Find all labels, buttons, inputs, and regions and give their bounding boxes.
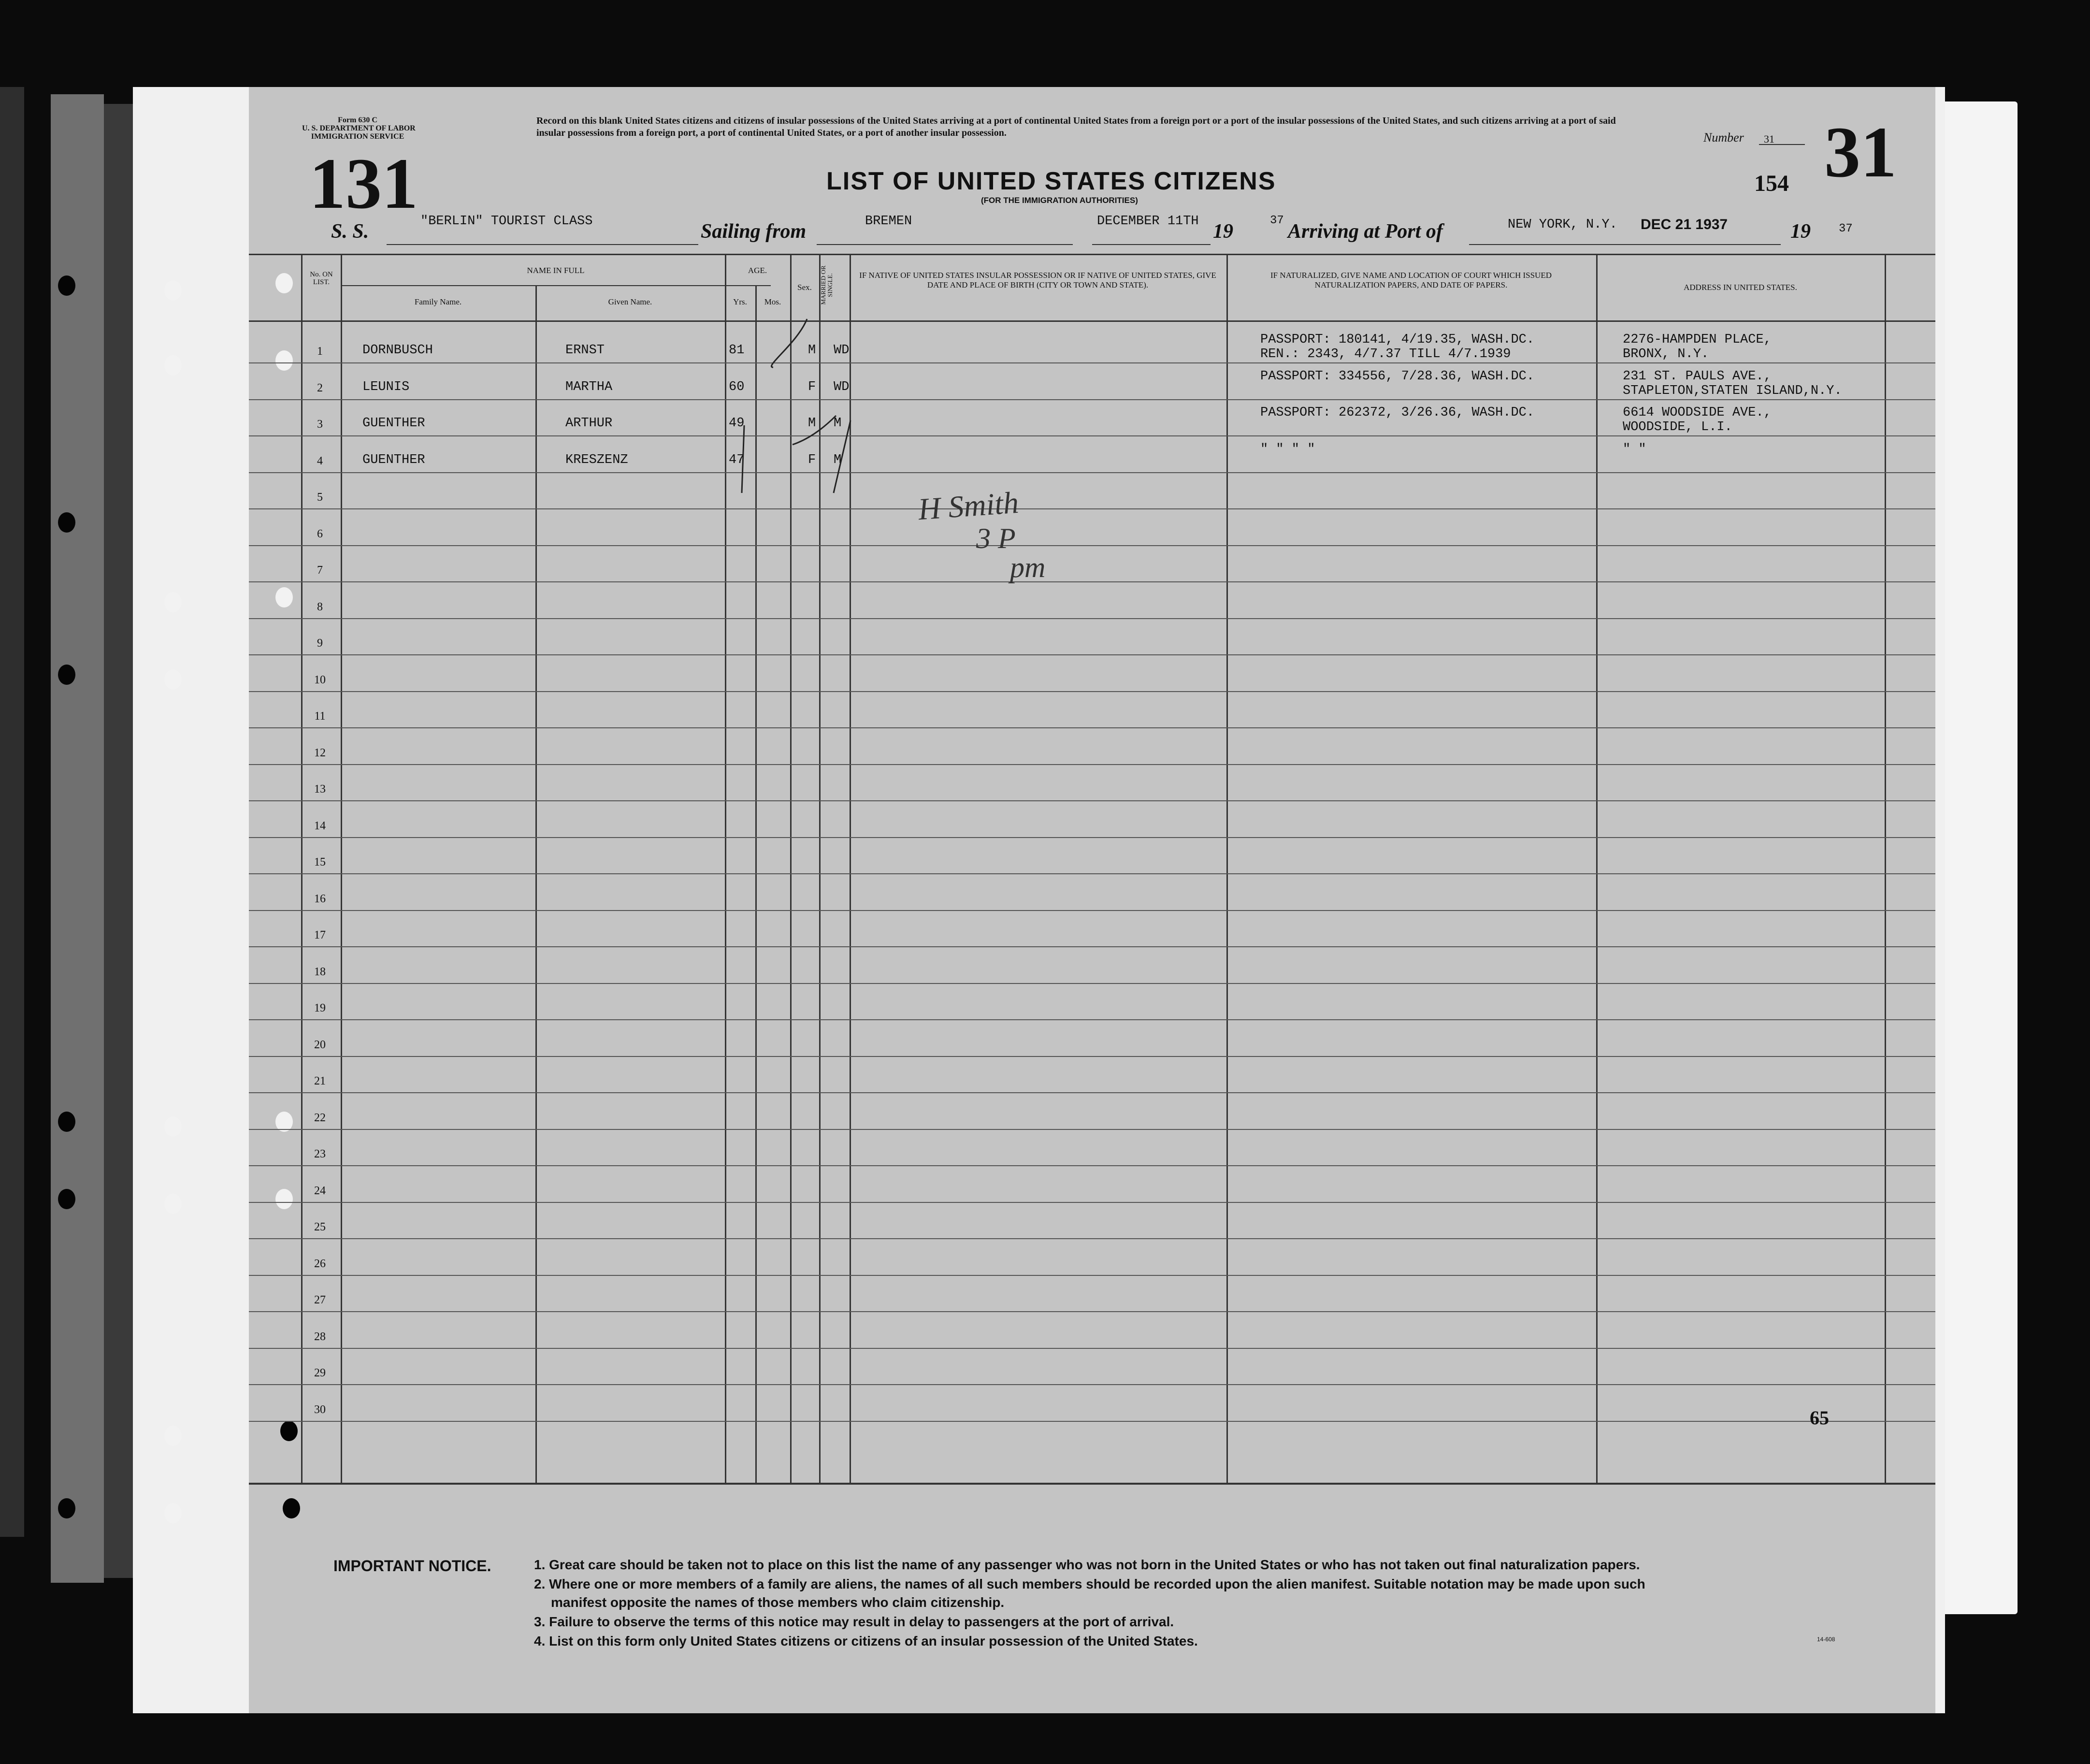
column-divider: [301, 254, 303, 1484]
row-line: [249, 1202, 1935, 1203]
header-age: AGE.: [748, 266, 767, 275]
row-line: [249, 691, 1935, 692]
family-name: GUENTHER: [362, 452, 425, 467]
notice-title: IMPORTANT NOTICE.: [333, 1557, 491, 1575]
age-years: 49: [729, 416, 745, 431]
header-given-name: Given Name.: [608, 297, 652, 306]
binder-strip: [51, 94, 104, 1583]
big-list-number: 31: [1824, 112, 1897, 192]
family-name: LEUNIS: [362, 379, 410, 394]
row-line: [249, 1019, 1935, 1020]
row-line: [249, 1056, 1935, 1057]
punch-hole: [58, 512, 75, 533]
column-divider: [1885, 254, 1886, 1484]
handwritten-marks: [677, 314, 1160, 590]
departure-port: BREMEN: [865, 214, 912, 229]
arrival-port: NEW YORK, N.Y.: [1508, 217, 1617, 232]
arriving-label: Arriving at Port of: [1288, 220, 1443, 243]
notice-item-3: 3. Failure to observe the terms of this notice may result in delay to passengers at the port of arrival.: [534, 1614, 1174, 1629]
marital-status: M: [834, 416, 842, 431]
punch-hole: [164, 1503, 182, 1523]
family-name: DORNBUSCH: [362, 343, 433, 358]
name-header-divider: [341, 285, 771, 286]
service-name: IMMIGRATION SERVICE: [311, 132, 404, 141]
address-line-2: STAPLETON,STATEN ISLAND,N.Y.: [1623, 383, 1842, 398]
age-years: 60: [729, 379, 745, 394]
header-naturalization: IF NATURALIZED, GIVE NAME AND LOCATION OF COURT WHICH ISSUED NATURALIZATION PAPERS, AND DATE OF PAPERS.: [1270, 271, 1552, 289]
row-line: [249, 1092, 1935, 1093]
marital-status: WD: [834, 379, 850, 394]
arrival-date-stamp: DEC 21 1937: [1641, 217, 1728, 232]
binder-left-edge: [0, 87, 24, 1537]
date-underline: [1092, 244, 1211, 245]
row-number: 11: [314, 710, 326, 723]
row-number: 12: [314, 746, 326, 759]
arrival-port-underline: [1469, 244, 1781, 245]
row-number: 2: [317, 381, 323, 394]
punch-hole: [164, 592, 182, 612]
handwritten-pm: pm: [1010, 551, 1046, 583]
sex: F: [808, 379, 816, 394]
column-divider: [535, 285, 537, 1484]
row-line: [249, 1275, 1935, 1276]
row-number: 29: [314, 1367, 326, 1379]
form-id-block: [302, 116, 416, 141]
row-line: [249, 764, 1935, 765]
address-line-1: 6614 WOODSIDE AVE.,: [1623, 405, 1772, 420]
row-number: 13: [314, 783, 326, 795]
row-number: 24: [314, 1184, 326, 1197]
row-number: 7: [317, 564, 323, 577]
row-number: 27: [314, 1294, 326, 1306]
row-number: 30: [314, 1403, 326, 1416]
family-name: GUENTHER: [362, 416, 425, 431]
naturalization-line-1: PASSPORT: 334556, 7/28.36, WASH.DC.: [1260, 369, 1535, 384]
punch-hole: [164, 280, 182, 301]
row-number: 17: [314, 929, 326, 941]
punch-hole: [164, 669, 182, 690]
row-number: 25: [314, 1221, 326, 1233]
row-number: 26: [314, 1257, 326, 1270]
row-number: 5: [317, 491, 323, 504]
punch-hole: [58, 1112, 75, 1132]
punch-hole: [58, 1189, 75, 1209]
address-line-1: 231 ST. PAULS AVE.,: [1623, 369, 1772, 384]
punch-hole: [275, 350, 293, 371]
marital-status: M: [834, 452, 842, 467]
number-value: 31: [1764, 133, 1774, 145]
row-number: 16: [314, 892, 326, 905]
address-line-1: " ": [1623, 442, 1646, 457]
punch-hole: [275, 587, 293, 607]
page-subtitle: (FOR THE IMMIGRATION AUTHORITIES): [981, 196, 1138, 205]
form-code: 14-608: [1817, 1636, 1835, 1643]
sex: M: [808, 343, 816, 358]
row-number: 1: [317, 345, 323, 358]
intro-paragraph: Record on this blank United States citizens and citizens of insular possessions of the United States arriving at a port of continental United States from a foreign port or a port of the insular possessions of the United States, and such citizens arriving at a port of said insular possessions from a foreign port, a port of continental United States, or a port of another insular possession.: [536, 116, 1616, 138]
given-name: ARTHUR: [565, 416, 613, 431]
page-title: LIST OF UNITED STATES CITIZENS: [826, 167, 1276, 195]
row-line: [249, 983, 1935, 984]
handwritten-time: 3 P: [976, 522, 1016, 554]
row-line: [249, 800, 1935, 801]
row-line: [249, 873, 1935, 874]
column-divider: [1596, 254, 1598, 1484]
punch-hole: [283, 1498, 300, 1518]
departure-date: DECEMBER 11TH: [1097, 214, 1199, 229]
row-number: 18: [314, 965, 326, 978]
binder-strip-shadow: [104, 104, 133, 1578]
punch-hole: [58, 1498, 75, 1518]
stamped-number: 131: [309, 144, 418, 224]
punch-hole: [164, 1116, 182, 1137]
punch-hole: [164, 1426, 182, 1446]
row-number: 21: [314, 1075, 326, 1087]
row-line: [249, 1129, 1935, 1130]
naturalization-line-1: " " " ": [1260, 442, 1315, 457]
row-number: 14: [314, 819, 326, 832]
row-number: 6: [317, 527, 323, 540]
handwritten-name: H Smith: [917, 485, 1020, 527]
given-name: ERNST: [565, 343, 605, 358]
year-prefix: 19: [1213, 220, 1233, 243]
row-line: [249, 1311, 1935, 1312]
pen-stroke: [742, 425, 744, 493]
form-number: Form 630 C: [338, 116, 377, 124]
punch-hole: [58, 665, 75, 685]
row-number: 19: [314, 1002, 326, 1014]
row-line: [249, 618, 1935, 619]
address-line-2: BRONX, N.Y.: [1623, 347, 1709, 361]
number-label: Number: [1703, 130, 1744, 145]
row-number: 23: [314, 1148, 326, 1160]
row-line: [249, 1238, 1935, 1239]
pen-stroke: [834, 420, 850, 493]
punch-hole: [58, 275, 75, 296]
department-name: U. S. DEPARTMENT OF LABOR: [302, 124, 416, 132]
column-divider: [1226, 254, 1228, 1484]
right-card: [1938, 101, 2018, 1614]
header-years: Yrs.: [733, 297, 747, 306]
ship-name: "BERLIN" TOURIST CLASS: [420, 214, 593, 229]
header-name-in-full: NAME IN FULL: [527, 266, 585, 275]
punch-hole: [280, 1421, 298, 1441]
pen-stroke: [771, 319, 807, 367]
header-married-single: MARRIED OR SINGLE.: [820, 265, 834, 305]
departure-year: 37: [1270, 214, 1284, 227]
row-line: [249, 946, 1935, 947]
row-line: [249, 1421, 1935, 1422]
year-prefix-2: 19: [1790, 220, 1811, 243]
ss-label: S. S.: [331, 220, 369, 243]
header-birth-place: IF NATIVE OF UNITED STATES INSULAR POSSESSION OR IF NATIVE OF UNITED STATES, GIVE DATE AND PLACE OF BIRTH (CITY OR TOWN AND STATE).: [859, 271, 1216, 289]
row-line: [249, 910, 1935, 911]
column-divider: [341, 254, 342, 1484]
row-number: 4: [317, 454, 323, 467]
naturalization-line-1: PASSPORT: 180141, 4/19.35, WASH.DC.: [1260, 333, 1535, 347]
given-name: MARTHA: [565, 379, 613, 394]
age-years: 81: [729, 343, 745, 358]
row-number: 28: [314, 1330, 326, 1343]
row-number: 9: [317, 637, 323, 650]
marital-status: WD: [834, 343, 850, 358]
row-line: [249, 727, 1935, 728]
punch-hole: [164, 1194, 182, 1214]
row-line: [249, 837, 1935, 838]
sailing-label: Sailing from: [701, 220, 807, 243]
punch-hole: [164, 355, 182, 376]
header-family-name: Family Name.: [414, 297, 462, 306]
punch-hole: [275, 273, 293, 293]
header-sex: Sex.: [797, 283, 812, 292]
table-bottom-border: [249, 1483, 1935, 1485]
notice-item-4: 4. List on this form only United States citizens or citizens of an insular possession of the United States.: [534, 1634, 1198, 1648]
row-number: 10: [314, 673, 326, 686]
page-number: 65: [1810, 1407, 1829, 1429]
header-months: Mos.: [764, 297, 781, 306]
ship-underline: [387, 244, 698, 245]
given-name: KRESZENZ: [565, 452, 628, 467]
row-number: 8: [317, 600, 323, 613]
header-no: No. ON LIST.: [310, 271, 333, 286]
address-line-1: 2276-HAMPDEN PLACE,: [1623, 333, 1772, 347]
address-line-2: WOODSIDE, L.I.: [1623, 420, 1732, 434]
page-reference: 154: [1754, 171, 1789, 196]
header-address: ADDRESS IN UNITED STATES.: [1684, 283, 1797, 292]
naturalization-line-1: PASSPORT: 262372, 3/26.36, WASH.DC.: [1260, 405, 1535, 420]
naturalization-line-2: REN.: 2343, 4/7.37 TILL 4/7.1939: [1260, 347, 1511, 361]
age-years: 47: [729, 452, 745, 467]
port-from-underline: [817, 244, 1073, 245]
notice-item-2: 2. Where one or more members of a family are aliens, the names of all such members should be recorded upon the alien manifest. Suitable notation may be made upon such: [534, 1576, 1645, 1591]
sex: M: [808, 416, 816, 431]
punch-hole: [275, 1189, 293, 1209]
arrival-year: 37: [1839, 222, 1853, 235]
row-number: 22: [314, 1111, 326, 1124]
notice-item-2-continued: manifest opposite the names of those members who claim citizenship.: [551, 1595, 1005, 1610]
table-top-border: [249, 254, 1935, 255]
row-line: [249, 654, 1935, 655]
notice-item-1: 1. Great care should be taken not to place on this list the name of any passenger who was not born in the United States or who has not taken out final naturalization papers.: [534, 1557, 1640, 1572]
pen-stroke: [793, 416, 836, 445]
row-line: [249, 1165, 1935, 1166]
row-number: 15: [314, 856, 326, 868]
sex: F: [808, 452, 816, 467]
row-number: 20: [314, 1038, 326, 1051]
row-line: [249, 1384, 1935, 1385]
row-line: [249, 1348, 1935, 1349]
row-number: 3: [317, 418, 323, 431]
